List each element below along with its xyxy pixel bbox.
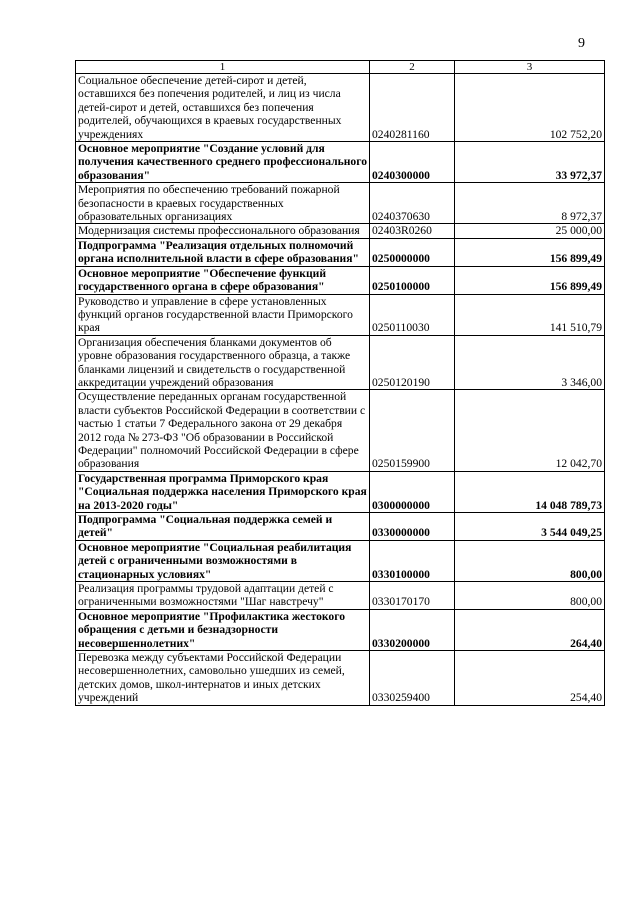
- row-name: Реализация программы трудовой адаптации детей с ограниченными возможностями "Шаг навстречу": [76, 582, 370, 610]
- row-name: Основное мероприятие "Профилактика жестокого обращения с детьми и безнадзорности несовершеннолетних": [76, 609, 370, 650]
- row-name: Осуществление переданных органам государственной власти субъектов Российской Федерации в соответствии с частью 1 статьи 7 Федерального закона от 29 декабря 2012 года № 273-ФЗ "Об образовании в Российской Федерации" полномочий Российской Федерации в сфере образования: [76, 390, 370, 471]
- row-name: Организация обеспечения бланками документов об уровне образования государственного образца, а также бланками лицензий и свидетельств о государственной аккредитации учреждений образования: [76, 335, 370, 390]
- row-amount: 3 544 049,25: [455, 513, 605, 541]
- row-amount: 8 972,37: [455, 183, 605, 224]
- row-code: 0300000000: [370, 471, 455, 512]
- row-code: 0240370630: [370, 183, 455, 224]
- table-row: [76, 238, 605, 266]
- row-code: 02403R0260: [370, 224, 455, 238]
- header-col-2: 2: [370, 61, 455, 74]
- table-row: [76, 294, 605, 335]
- row-code: 0330170170: [370, 582, 455, 610]
- row-code: 0330000000: [370, 513, 455, 541]
- table-row: [76, 513, 605, 541]
- row-amount: 156 899,49: [455, 266, 605, 294]
- row-name: Основное мероприятие "Создание условий для получения качественного среднего профессионального образования": [76, 142, 370, 183]
- row-code: 0250000000: [370, 238, 455, 266]
- table-row: [76, 183, 605, 224]
- table-row: [76, 335, 605, 390]
- row-name: Государственная программа Приморского края "Социальная поддержка населения Приморского края на 2013-2020 годы": [76, 471, 370, 512]
- table-row: [76, 651, 605, 706]
- table-row: [76, 609, 605, 650]
- row-name: Подпрограмма "Реализация отдельных полномочий органа исполнительной власти в сфере образования": [76, 238, 370, 266]
- row-code: 0250120190: [370, 335, 455, 390]
- row-name: Основное мероприятие "Обеспечение функций государственного органа в сфере образования": [76, 266, 370, 294]
- row-code: 0330200000: [370, 609, 455, 650]
- table-row: [76, 142, 605, 183]
- row-code: 0250110030: [370, 294, 455, 335]
- row-amount: 3 346,00: [455, 335, 605, 390]
- row-name: Руководство и управление в сфере установленных функций органов государственной власти Приморского края: [76, 294, 370, 335]
- row-amount: 264,40: [455, 609, 605, 650]
- row-amount: 33 972,37: [455, 142, 605, 183]
- row-code: 0330259400: [370, 651, 455, 706]
- budget-table-body: [76, 61, 605, 706]
- row-code: 0330100000: [370, 540, 455, 581]
- row-name: Модернизация системы профессионального образования: [76, 224, 370, 238]
- row-amount: 25 000,00: [455, 224, 605, 238]
- row-name: Подпрограмма "Социальная поддержка семей и детей": [76, 513, 370, 541]
- table-row: [76, 582, 605, 610]
- header-col-3: 3: [455, 61, 605, 74]
- row-amount: 141 510,79: [455, 294, 605, 335]
- table-row: [76, 540, 605, 581]
- table-header-row: [76, 61, 605, 74]
- row-code: 0240281160: [370, 74, 455, 142]
- row-amount: 12 042,70: [455, 390, 605, 471]
- row-amount: 102 752,20: [455, 74, 605, 142]
- row-amount: 800,00: [455, 582, 605, 610]
- table-row: [76, 224, 605, 238]
- row-code: 0250159900: [370, 390, 455, 471]
- row-amount: 254,40: [455, 651, 605, 706]
- row-name: Основное мероприятие "Социальная реабилитация детей с ограниченными возможностями в стационарных условиях": [76, 540, 370, 581]
- table-row: [76, 471, 605, 512]
- row-amount: 14 048 789,73: [455, 471, 605, 512]
- table-row: [76, 266, 605, 294]
- page-number: 9: [578, 36, 585, 51]
- row-name: Перевозка между субъектами Российской Федерации несовершеннолетних, самовольно ушедших из семей, детских домов, школ-интернатов и иных детских учреждений: [76, 651, 370, 706]
- row-code: 0250100000: [370, 266, 455, 294]
- row-name: Мероприятия по обеспечению требований пожарной безопасности в краевых государственных образовательных организациях: [76, 183, 370, 224]
- budget-table: [75, 60, 605, 706]
- row-amount: 156 899,49: [455, 238, 605, 266]
- row-name: Социальное обеспечение детей-сирот и детей, оставшихся без попечения родителей, и лиц из числа детей-сирот и детей, оставшихся без попечения родителей, обучающихся в краевых государственных учреждениях: [76, 74, 370, 142]
- row-code: 0240300000: [370, 142, 455, 183]
- row-amount: 800,00: [455, 540, 605, 581]
- header-col-1: 1: [76, 61, 370, 74]
- table-row: [76, 74, 605, 142]
- table-row: [76, 390, 605, 471]
